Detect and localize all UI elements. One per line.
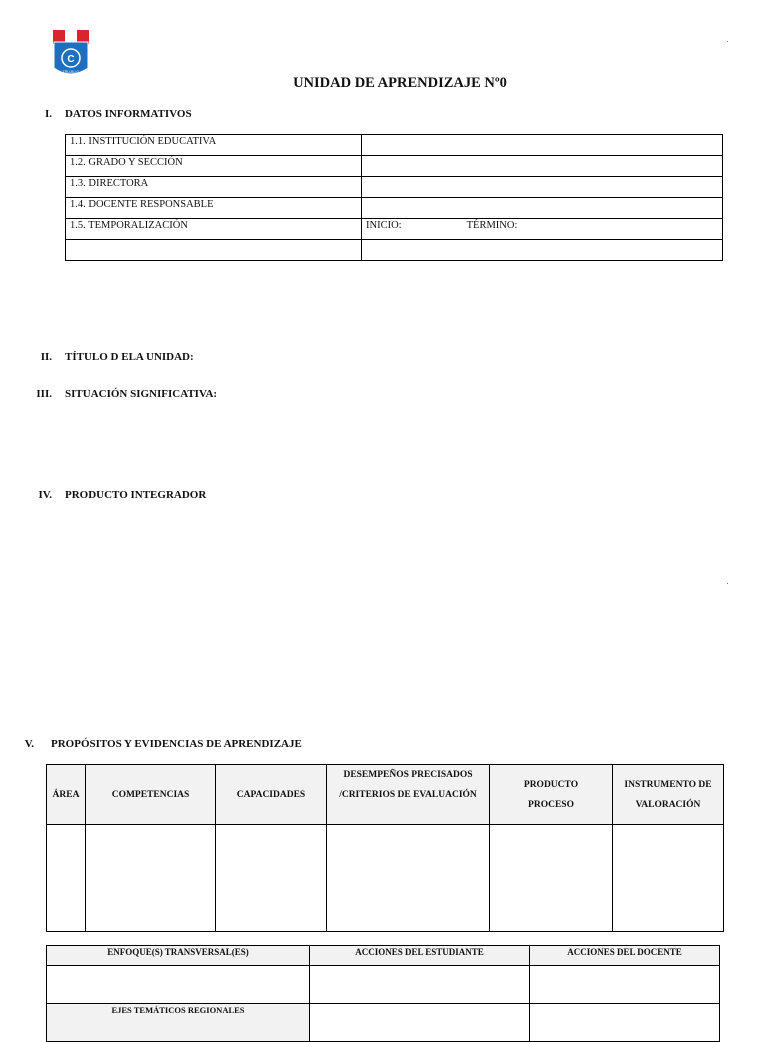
- table-header-row: [47, 765, 724, 825]
- header-producto: PRODUCTO PROCESO: [490, 765, 613, 825]
- table-row: [66, 156, 723, 177]
- competencias-cell[interactable]: [86, 825, 216, 932]
- table-row: [47, 825, 724, 932]
- header-capacidades: CAPACIDADES: [216, 765, 327, 825]
- info-label: 1.5. TEMPORALIZACIÓN: [66, 219, 362, 240]
- page-mark: [727, 41, 728, 42]
- info-value-field[interactable]: [362, 135, 723, 156]
- temporalizacion-field[interactable]: [362, 219, 723, 240]
- table-header-row: [47, 946, 720, 966]
- document-title: UNIDAD DE APRENDIZAJE Nº0: [293, 75, 507, 91]
- header-acciones-docente: ACCIONES DEL DOCENTE: [530, 946, 720, 966]
- school-logo: [52, 28, 90, 78]
- table-row: [66, 135, 723, 156]
- table-row: [66, 198, 723, 219]
- svg-text:C: C: [67, 54, 75, 65]
- shield-logo-icon: [52, 28, 90, 78]
- header-area: ÁREA: [47, 765, 86, 825]
- producto-cell[interactable]: [490, 825, 613, 932]
- svg-text:TRUJILLO: TRUJILLO: [62, 70, 80, 74]
- acciones-estudiante-cell[interactable]: [310, 966, 530, 1004]
- info-empty-cell[interactable]: [362, 240, 723, 261]
- info-value-field[interactable]: [362, 198, 723, 219]
- header-enfoques: ENFOQUE(S) TRANSVERSAL(ES): [47, 946, 310, 966]
- desempenos-cell[interactable]: [327, 825, 490, 932]
- capacidades-cell[interactable]: [216, 825, 327, 932]
- info-value-field[interactable]: [362, 156, 723, 177]
- table-row: [47, 1004, 720, 1042]
- page-mark: [727, 583, 728, 584]
- table-row: [66, 219, 723, 240]
- info-label: 1.3. DIRECTORA: [66, 177, 362, 198]
- info-label: 1.2. GRADO Y SECCIÓN: [66, 156, 362, 177]
- termino-label: TÉRMINO:: [466, 220, 518, 231]
- table-row: [47, 966, 720, 1004]
- info-label: 1.1. INSTITUCIÓN EDUCATIVA: [66, 135, 362, 156]
- info-empty-cell[interactable]: [66, 240, 362, 261]
- enfoque-cell[interactable]: [47, 966, 310, 1004]
- table-row: [66, 177, 723, 198]
- enfoques-table: [46, 945, 720, 1042]
- info-label: 1.4. DOCENTE RESPONSABLE: [66, 198, 362, 219]
- info-table: [65, 134, 723, 261]
- ejes-estudiante-cell[interactable]: [310, 1004, 530, 1042]
- propositos-table: [46, 764, 724, 932]
- ejes-docente-cell[interactable]: [530, 1004, 720, 1042]
- header-competencias: COMPETENCIAS: [86, 765, 216, 825]
- info-value-field[interactable]: [362, 177, 723, 198]
- table-row: [66, 240, 723, 261]
- area-cell[interactable]: [47, 825, 86, 932]
- header-desempenos: DESEMPEÑOS PRECISADOS /CRITERIOS DE EVALUACIÓN: [327, 765, 490, 825]
- header-acciones-estudiante: ACCIONES DEL ESTUDIANTE: [310, 946, 530, 966]
- acciones-docente-cell[interactable]: [530, 966, 720, 1004]
- inicio-label: INICIO:: [366, 220, 402, 231]
- instrumento-cell[interactable]: [613, 825, 724, 932]
- header-instrumento: INSTRUMENTO DE VALORACIÓN: [613, 765, 724, 825]
- ejes-tematicos-label: EJES TEMÁTICOS REGIONALES: [47, 1004, 310, 1042]
